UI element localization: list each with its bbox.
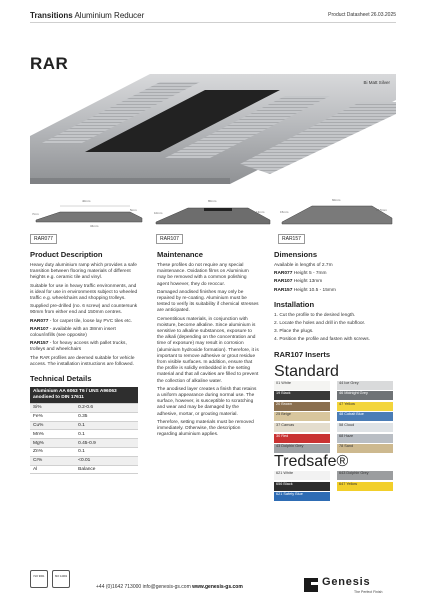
table-cell-value: 0.2-0.6 (75, 404, 138, 413)
insert-swatch-chip: 58 Cloud (337, 423, 393, 432)
section-heading: RAR107 Inserts (274, 349, 331, 359)
profile-dimension: 7mm (32, 212, 39, 216)
insert-swatch-chip: 46 Midnight Grey (337, 391, 393, 400)
document-title (30, 11, 144, 20)
insert-swatch-chip: 20 Brown (274, 402, 330, 411)
footer (0, 560, 424, 600)
product-photo (30, 74, 396, 184)
standard-swatches (274, 381, 396, 454)
table-row (30, 465, 138, 474)
table-cell-value: 0.1 (75, 430, 138, 439)
product-code: RAR107 (30, 326, 49, 332)
tredsafe-swatches (274, 471, 396, 501)
table-cell-label: Fe% (30, 412, 75, 421)
description-item-text: - for heavy access with pallet trucks, trolleys and wheelchairs (30, 341, 127, 353)
profile-drawings (30, 196, 396, 230)
certification-badge: ISO 14001 (52, 570, 70, 588)
insert-swatch (274, 402, 333, 411)
insert-swatch-chip: 01 White (274, 381, 330, 390)
table-cell-value: 0.35 (75, 412, 138, 421)
maintenance-paragraph: Damaged anodised finishes may only be repaired by re-coating. Aluminium must be tested to verify its suitability if chemical stresses are anticipated. (157, 289, 259, 314)
description-item (30, 341, 138, 353)
section-heading: Technical Details (30, 374, 92, 384)
insert-swatch-chip: 621 White (274, 471, 330, 480)
section-heading: Installation (274, 299, 315, 309)
insert-swatch (274, 381, 333, 390)
table-cell-value: 0.1 (75, 447, 138, 456)
insert-swatch (274, 434, 333, 443)
insert-swatch (274, 391, 333, 400)
table-header: Aluminium AA 6063 T6 / UNS A96063 anodised to DIN 17611 (30, 387, 138, 404)
insert-swatch-chip: 25 Beige (274, 412, 330, 421)
insert-swatch (337, 412, 396, 421)
insert-swatch (337, 402, 396, 411)
table-cell-label: Zn% (30, 447, 75, 456)
table-cell-label: Al (30, 465, 75, 474)
contact-email[interactable]: info@genesis-gs.com (142, 584, 191, 590)
dimension-text: Height 10.5 - 15mm (292, 287, 336, 293)
profile-dimension: 40mm (82, 199, 91, 203)
aluminium-ramp-illustration (30, 74, 396, 184)
insert-swatch-chip: 647 Yellow (337, 482, 393, 491)
profile-dimension: 80mm (208, 199, 217, 203)
insert-swatch-chip: 656 Black (274, 482, 330, 491)
profile-dimension: 60mm (332, 198, 341, 202)
dimension-item (274, 288, 396, 294)
profile-drawing-rar077 (30, 196, 148, 230)
certification-badge: ISO 9001 (30, 570, 48, 588)
table-row (30, 404, 138, 413)
table-cell-label: Cr% (30, 456, 75, 465)
section-heading: Maintenance (157, 250, 203, 259)
profile-dimension: 10mm (154, 211, 163, 215)
table-cell-label: Mn% (30, 430, 75, 439)
maintenance-paragraph: Therefore, setting materials must be removed immediately. Otherwise, the description regarding aluminium applies. (157, 419, 254, 438)
contact-phone: +44 (0)1642 713000 (96, 584, 142, 590)
insert-swatch (274, 444, 333, 453)
insert-swatch-chip: 43 Dolphin Grey (274, 444, 330, 453)
insert-group-label: Tredsafe® (274, 453, 349, 471)
installation-step: 1. Cut the profile to the desired length. (274, 312, 356, 318)
insert-swatch-chip: 37 Canvas (274, 423, 330, 432)
logo-tagline: The Perfect Finish (354, 590, 383, 594)
section-heading: Product Description (30, 250, 103, 259)
product-code: RAR077 (274, 271, 293, 277)
description-supplied: Supplied pre-drilled (no. 6 screw) and countersunk 90mm from either end and 150mm centres. (30, 304, 138, 316)
installation-step: 3. Place the plugs. (274, 329, 314, 335)
insert-swatch (337, 391, 396, 400)
description-item (30, 327, 138, 339)
product-name: RAR (30, 54, 69, 73)
table-row (30, 439, 138, 448)
insert-swatch (337, 471, 396, 480)
table-row (30, 421, 138, 430)
insert-swatch (337, 381, 396, 390)
insert-swatch-chip: 78 Sand (337, 444, 393, 453)
table-cell-label: Si% (30, 404, 75, 413)
insert-swatch-chip: 643 Dolphin Grey (337, 471, 393, 480)
dimension-item (274, 279, 396, 285)
genesis-logo-icon (302, 576, 320, 594)
table-row (30, 430, 138, 439)
description-intro: Heavy duty aluminium ramp which provides a safe transition between flooring materials of different heights e.g. ceramic tile and vinyl. (30, 263, 137, 281)
insert-swatch (337, 423, 396, 432)
table-cell-value: <0.01 (75, 456, 138, 465)
finish-label: Bi Matt Silver (363, 80, 390, 85)
insert-swatch (274, 492, 333, 501)
header-divider (30, 22, 396, 23)
logo-wordmark: Genesis (322, 576, 371, 588)
insert-swatch (274, 423, 333, 432)
table-cell-label: Mg% (30, 439, 75, 448)
table-row (30, 412, 138, 421)
maintenance-paragraph: Cementitious materials, in conjunction with moisture, become alkaline. Since aluminium is sensitive to alkaline substances, exposure to the alkali (depending on the concentration and time of exposure) may result in corrosion (aluminium hydroxide formation). Therefore, it is important to remove adhesive or grout residue from visible surfaces. In addition, ensure that the profile is solidly embedded in the setting material and that all cavities are filled to prevent the collection of alkaline water. (157, 316, 259, 384)
profile-drawing-rar157 (278, 196, 396, 230)
installation-step: 4. Position the profile and fasten with screws. (274, 337, 370, 343)
table-row (30, 456, 138, 465)
insert-swatch-chip: 68 Haze (337, 434, 393, 443)
profile-dimension: 10.5mm (376, 208, 387, 212)
profile-codes (30, 234, 396, 244)
datasheet-label: Product Datasheet 26.03.2025 (328, 12, 396, 18)
subtitle-label: Aluminium Reducer (74, 11, 145, 20)
dimension-text: Height 5 - 7mm (292, 271, 327, 277)
profile-code-tag: RAR107 (156, 234, 183, 244)
description-item (30, 319, 138, 325)
insert-swatch (274, 412, 333, 421)
installation-step: 2. Locate the holes and drill in the subfloor. (274, 321, 366, 327)
insert-group-label: Standard (274, 362, 339, 380)
section-heading: Dimensions (274, 250, 318, 259)
insert-swatch-chip: 621 Safety Blue (274, 492, 330, 501)
table-cell-value: 0.1 (75, 421, 138, 430)
header (0, 0, 424, 36)
table-cell-label: Cu% (30, 421, 75, 430)
dimensions-column (274, 250, 396, 501)
description-item-text: - for carpet tile, loose lay PVC tiles etc. (48, 318, 133, 324)
insert-swatch-chip: 19 Black (274, 391, 330, 400)
insert-swatch (274, 471, 333, 480)
profile-code-tag: RAR077 (30, 234, 57, 244)
contact-line (96, 584, 243, 590)
product-code: RAR107 (274, 279, 293, 285)
insert-swatch-chip: 30 Red (274, 434, 330, 443)
dimension-text: Height 13mm (292, 279, 323, 285)
insert-swatch-chip: 44 Ice Grey (337, 381, 393, 390)
dimension-item (274, 271, 396, 277)
product-description-column (30, 250, 138, 474)
insert-swatch (337, 434, 396, 443)
maintenance-paragraph: These profiles do not require any special maintenance. Oxidation films on Aluminium may be removed with a common polishing agent however, they do reoccur. (157, 263, 249, 287)
insert-swatch-chip: 48 Cobalt Blue (337, 412, 393, 421)
genesis-logo (302, 574, 402, 598)
table-cell-value: Balance (75, 465, 138, 474)
profile-dimension: 13mm (256, 210, 265, 214)
insert-swatch (337, 482, 396, 491)
profile-dimension: 34mm (90, 224, 99, 228)
table-cell-value: 0.45-0.9 (75, 439, 138, 448)
product-code: RAR077 (30, 318, 49, 324)
technical-details-table (30, 387, 138, 474)
product-code: RAR157 (274, 287, 293, 293)
contact-website[interactable]: www.genesis-gs.com (192, 584, 243, 590)
description-item-text: - available with an 38mm insert colour/infills (see opposite) (30, 326, 116, 339)
insert-swatch (337, 444, 396, 453)
maintenance-column (157, 250, 259, 440)
dimensions-available: Available in lengths of 2.7m (274, 263, 333, 268)
profile-dimension: 5mm (130, 208, 137, 212)
description-suitable: Suitable for use in heavy traffic environments, and is ideal for use in environments subject to wheeled traffic e.g. wheelchairs and shopping trolleys. (30, 283, 138, 302)
maintenance-paragraph: The anodised layer creates a finish that retains a uniform appearance during normal use. The surface, however, is susceptible to scratching and wear and may be damaged by the adhesive, mortar, or grouting material. (157, 386, 257, 417)
insert-swatch (274, 482, 333, 491)
description-note: The RAR profiles are deemed suitable for vehicle access. The installation instructions are followed. (30, 355, 135, 367)
profile-code-tag: RAR157 (278, 234, 305, 244)
profile-dimension: 15mm (280, 210, 289, 214)
insert-swatch-chip: 47 Yellow (337, 402, 393, 411)
product-code: RAR157 (30, 341, 49, 347)
category-label: Transitions (30, 11, 73, 20)
installation-steps (274, 313, 396, 344)
profile-drawing-rar107 (152, 196, 274, 230)
table-row (30, 447, 138, 456)
